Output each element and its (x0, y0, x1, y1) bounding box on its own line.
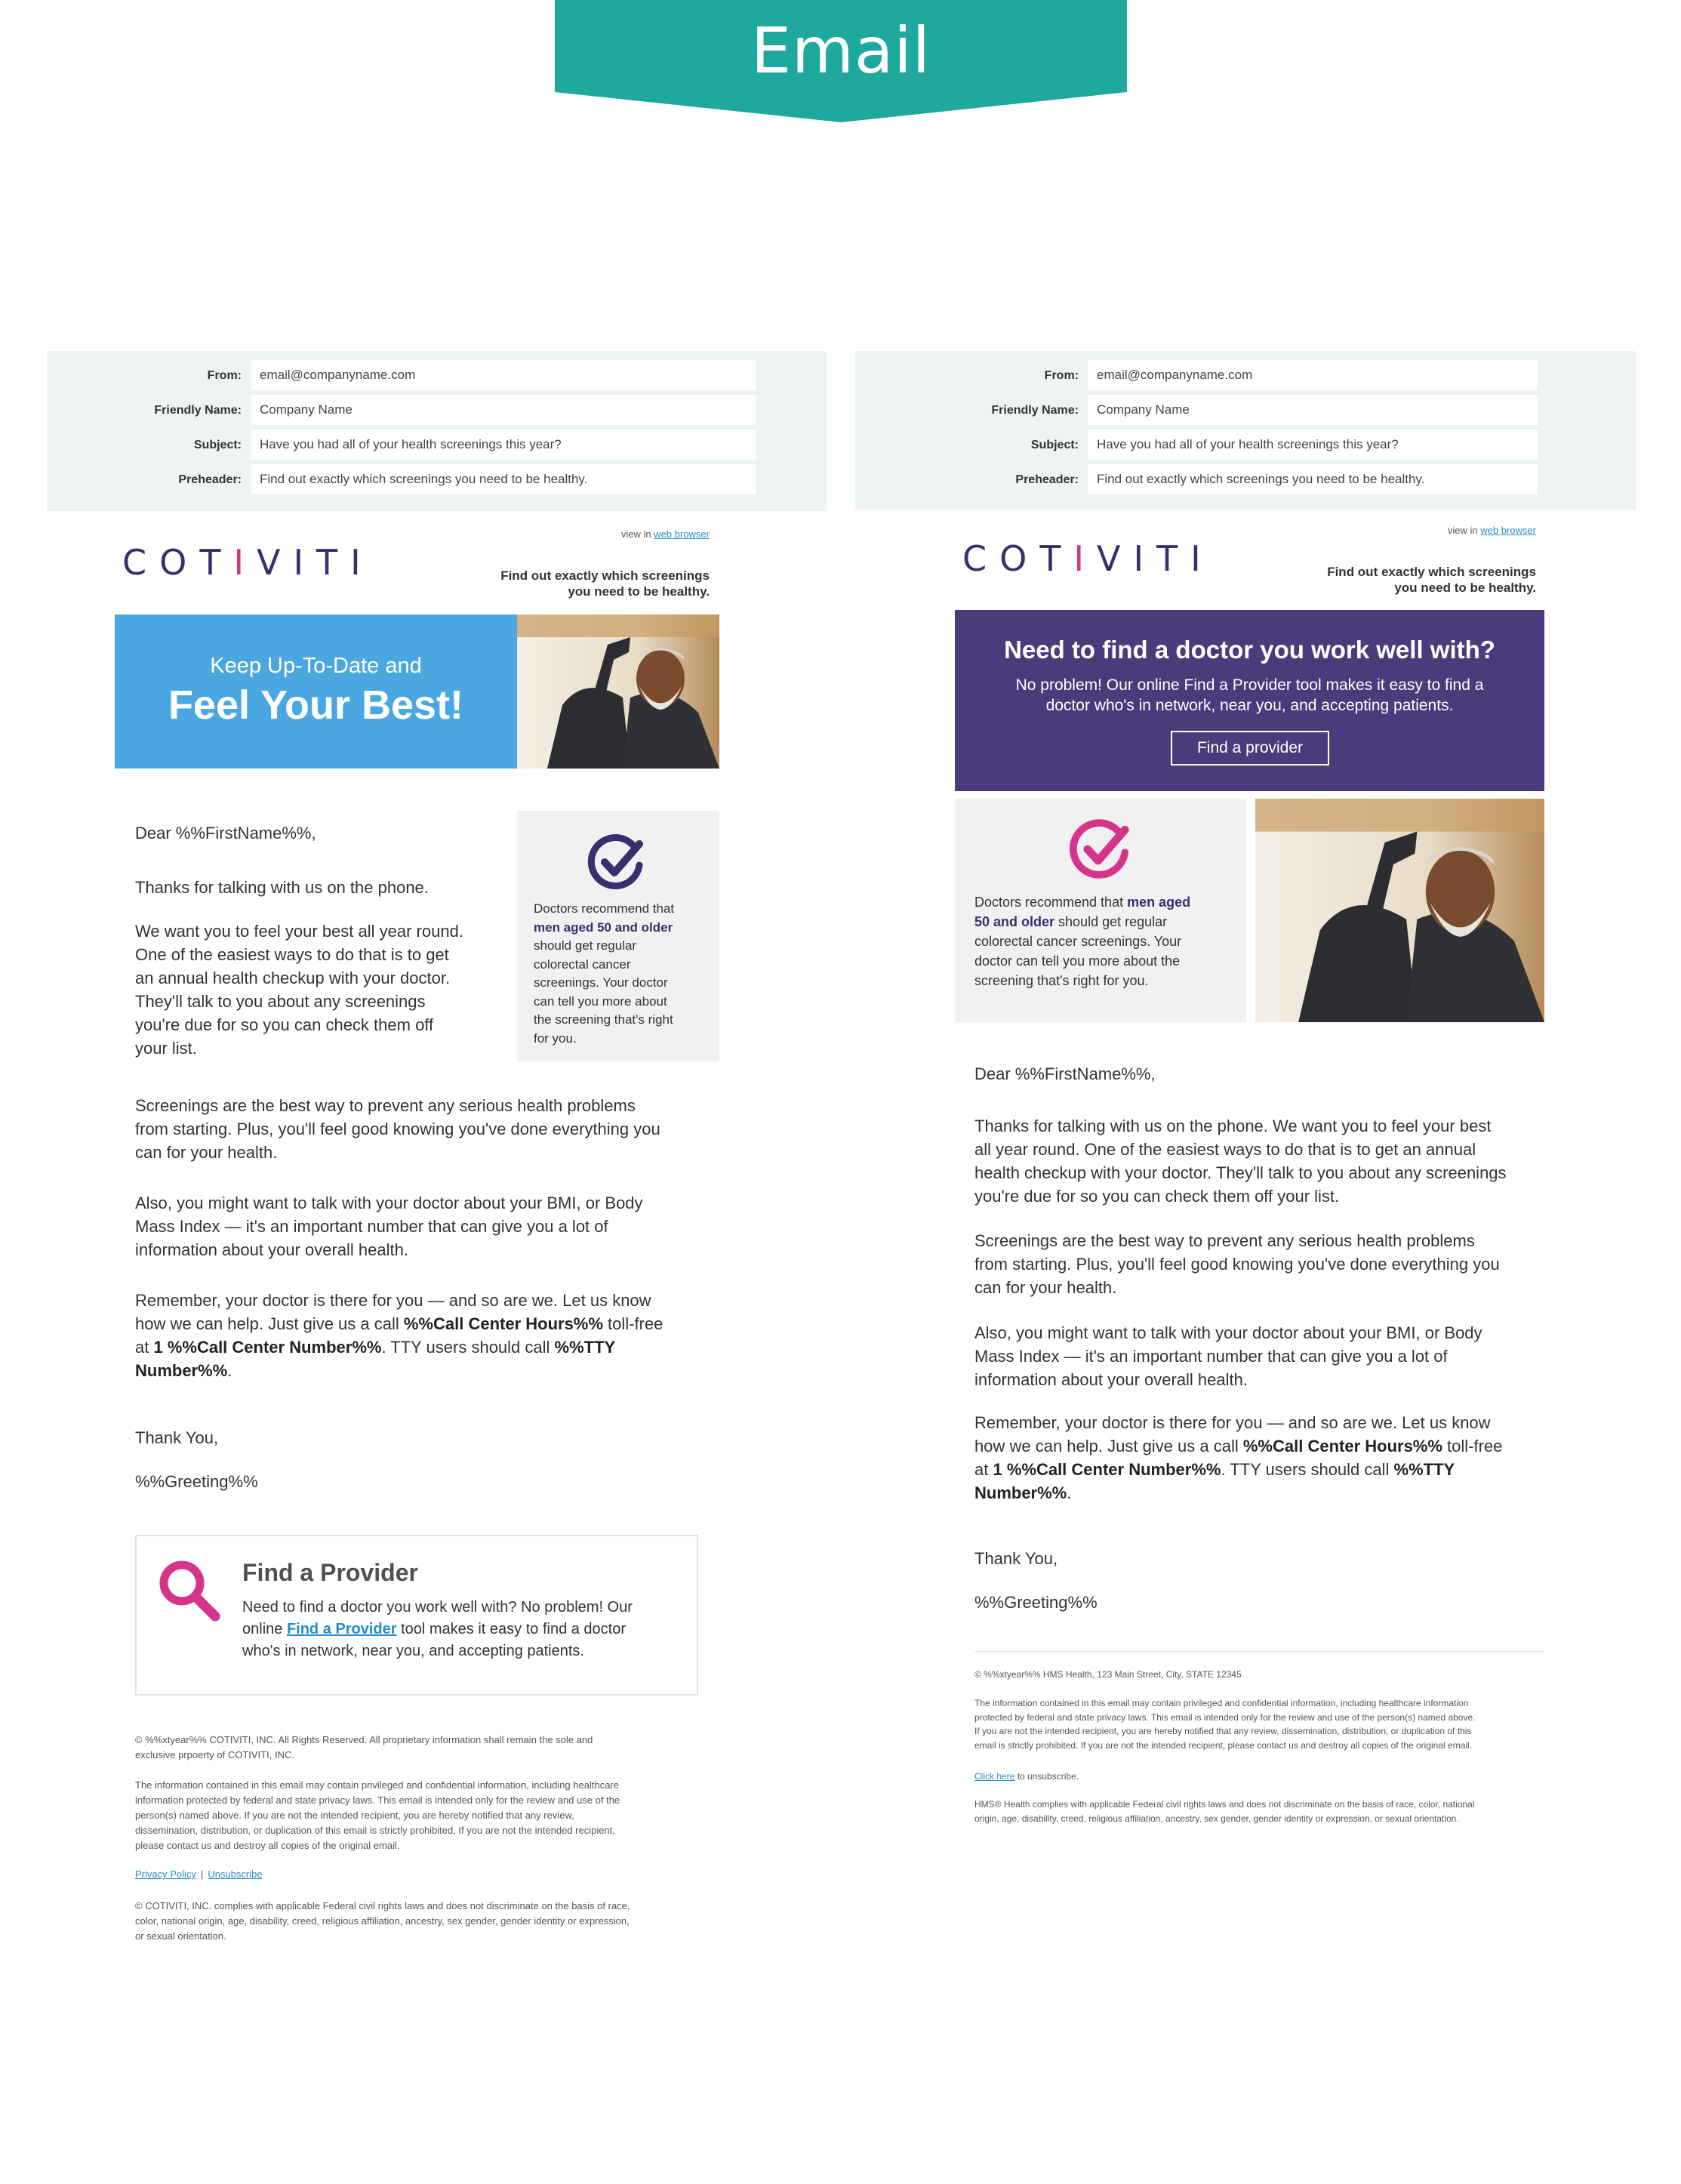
friendly-name-field[interactable]: Company Name (1088, 395, 1538, 425)
preheader-line: you need to be healthy. (568, 584, 710, 599)
signoff: %%Greeting%% (135, 1472, 258, 1491)
unsubscribe-line (974, 1769, 1079, 1784)
preheader-field[interactable]: Find out exactly which screenings you need to be healthy. (1088, 464, 1538, 494)
body-paragraph: Remember, your doctor is there for you — and so are we. Let us know how we can help. Just give us a call %%Call Center Hours%% toll-free at 1 %%Call Center Number%%. TTY users should call %%TTY Number%%. (135, 1291, 663, 1380)
greeting: Dear %%FirstName%%, (974, 1064, 1156, 1083)
nondiscrimination-text: HMS® Health complies with applicable Federal civil rights laws and does not discriminate on the basis of race, color, national origin, age, disability, creed, religious affiliation, ancestry, sex gender, gender identity or expression, or sexual orientation. (974, 1799, 1475, 1824)
provider-hero-text: No problem! Our online Find a Provider tool makes it easy to find a doctor who's in network, near you, and accepting patients. (1015, 676, 1484, 714)
disclaimer-text: The information contained in this email may contain privileged and confidential information, including healthcare information protected by federal and state privacy laws. This email is intended only for the review and use of the person(s) named above. If you are not the intended recipient, you are hereby notified that any review, dissemination, distribution, or duplication of this email is strictly prohibited. If you are not the intended recipient, please contact us and destroy all copies of the original email. (135, 1779, 620, 1851)
callout-box (955, 799, 1246, 1022)
find-provider-box (135, 1535, 698, 1696)
find-provider-description: Need to find a doctor you work well with? No problem! Our online Find a Provider tool makes it easy to find a doctor who's in network, near you, and accepting patients. (242, 1599, 633, 1659)
email-banner (555, 0, 1127, 122)
copyright-text: © %%xtyear%% COTIVITI, INC. All Rights Reserved. All proprietary information shall remain the sole and exclusive prpoerty of COTIVITI, INC. (135, 1734, 593, 1760)
friendly-name-field[interactable]: Company Name (251, 395, 756, 425)
greeting: Dear %%FirstName%%, (135, 824, 316, 842)
click-here-link[interactable]: Click here (974, 1771, 1015, 1782)
body-paragraph: Screenings are the best way to prevent any serious health problems from starting. Plus, you'll feel good knowing you've done everything you can for your health. (974, 1231, 1500, 1297)
body-paragraph: Thanks for talking with us on the phone. We want you to feel your best all year round. One of the easiest ways to do that is to get an annual health checkup with your doctor. They'll talk to you about any screenings you're due for so you can check them off your list. (974, 1117, 1507, 1206)
callout-text: Doctors recommend that men aged 50 and older should get regular colorectal cancer screenings. Your doctor can tell you more about the screening that's right for you. (974, 895, 1191, 988)
provider-hero-title: Need to find a doctor you work well with? (1004, 636, 1495, 664)
disclaimer-text: The information contained in this email may contain privileged and confidential information, including healthcare information protected by federal and state privacy laws. This email is intended only for the review and use of the person(s) named above. If you are not the intended recipient, you are hereby notified that any review, dissemination, distribution, or duplication of this email is strictly prohibited. If you are not the intended recipient, please contact us and destroy all copies of the original email. (974, 1698, 1476, 1751)
from-field[interactable]: email@companyname.com (251, 360, 756, 390)
field-row-friendly-name (47, 395, 827, 425)
view-in-browser (528, 528, 710, 540)
closing: Thank You, (974, 1549, 1058, 1568)
footer-links (135, 1868, 263, 1880)
field-label: Subject: (1030, 439, 1079, 451)
left-header-fields (47, 351, 827, 511)
field-row-subject (47, 430, 827, 460)
link-separator: | (200, 1868, 204, 1880)
check-circle-icon (1068, 817, 1133, 882)
field-row-preheader (855, 464, 1636, 494)
body-paragraph: Also, you might want to talk with your doctor about your BMI, or Body Mass Index — it's an important number that can give you a lot of information about your overall health. (974, 1323, 1482, 1389)
hero-subtitle: Keep Up-To-Date and (210, 654, 422, 678)
banner-title: Email (750, 14, 931, 88)
hero-photo (1255, 799, 1544, 1022)
cotiviti-logo: COTIVITI (962, 538, 1214, 579)
field-row-friendly-name (855, 395, 1636, 425)
provider-hero (955, 610, 1544, 791)
nondiscrimination-text: © COTIVITI, INC. complies with applicable Federal civil rights laws and does not discriminate on the basis of race, color, national origin, age, disability, creed, religious affiliation, ancestry, sex gender, gender identity or expression, or sexual orientation. (135, 1900, 630, 1942)
preheader-field[interactable]: Find out exactly which screenings you need to be healthy. (251, 464, 756, 494)
check-circle-icon (587, 832, 647, 892)
search-icon (155, 1556, 223, 1624)
field-row-from (855, 360, 1636, 390)
find-a-provider-link[interactable]: Find a Provider (286, 1621, 397, 1637)
find-provider-title: Find a Provider (242, 1559, 418, 1586)
web-browser-link[interactable]: web browser (654, 528, 710, 540)
callout-text: Doctors recommend that men aged 50 and older should get regular colorectal cancer screenings. Your doctor can tell you more about the screening that's right for you. (534, 901, 675, 1046)
right-header-fields (855, 351, 1636, 510)
closing: Thank You, (135, 1428, 219, 1447)
view-prefix: view in (620, 528, 651, 540)
preheader-text (438, 568, 710, 599)
body-paragraph: Also, you might want to talk with your doctor about your BMI, or Body Mass Index — it's an important number that can give you a lot of information about your overall health. (135, 1194, 643, 1259)
hero-photo (517, 615, 719, 769)
cotiviti-logo: COTIVITI (122, 542, 374, 583)
address-text: © %%xtyear%% HMS Health, 123 Main Street, City, STATE 12345 (974, 1669, 1242, 1680)
body-paragraph: Remember, your doctor is there for you — and so are we. Let us know how we can help. Just give us a call %%Call Center Hours%% toll-free at 1 %%Call Center Number%%. TTY users should call %%TTY Number%%. (974, 1413, 1503, 1502)
preheader-line: you need to be healthy. (1394, 581, 1536, 595)
body-paragraph: Screenings are the best way to prevent any serious health problems from starting. Plus, you'll feel good knowing you've done everything you can for your health. (135, 1096, 660, 1162)
field-label: Friendly Name: (154, 404, 242, 417)
hero-title: Feel Your Best! (168, 682, 464, 728)
field-row-subject (855, 430, 1636, 460)
preheader-line: Find out exactly which screenings (1327, 565, 1536, 579)
footer-divider (974, 1651, 1544, 1652)
field-label: Friendly Name: (991, 404, 1079, 417)
field-row-from (47, 360, 827, 390)
field-label: Preheader: (1015, 473, 1079, 486)
find-a-provider-button[interactable]: Find a provider (1171, 731, 1329, 765)
field-label: Preheader: (178, 473, 242, 486)
privacy-policy-link[interactable]: Privacy Policy (135, 1868, 196, 1880)
subject-field[interactable]: Have you had all of your health screenings this year? (251, 430, 756, 460)
view-in-browser (1355, 525, 1536, 536)
subject-field[interactable]: Have you had all of your health screenings this year? (1088, 430, 1538, 460)
field-label: Subject: (193, 439, 242, 451)
preheader-line: Find out exactly which screenings (500, 568, 710, 583)
body-paragraph: We want you to feel your best all year round. One of the easiest ways to do that is to get an annual health checkup with your doctor. They'll talk to you about any screenings you're due for so you can check them off your list. (135, 922, 463, 1058)
field-row-preheader (47, 464, 827, 494)
unsubscribe-link[interactable]: Unsubscribe (208, 1868, 263, 1880)
intro-paragraph: Thanks for talking with us on the phone. (135, 878, 429, 897)
field-label: From: (1044, 369, 1079, 382)
from-field[interactable]: email@companyname.com (1088, 360, 1538, 390)
field-label: From: (207, 369, 242, 382)
signoff: %%Greeting%% (974, 1593, 1098, 1612)
preheader-text (1264, 564, 1536, 596)
view-prefix: view in (1447, 525, 1478, 536)
unsubscribe-text: to unsubscribe. (1014, 1771, 1079, 1782)
callout-box (517, 811, 719, 1061)
hero-banner (115, 615, 517, 769)
web-browser-link[interactable]: web browser (1480, 525, 1536, 536)
